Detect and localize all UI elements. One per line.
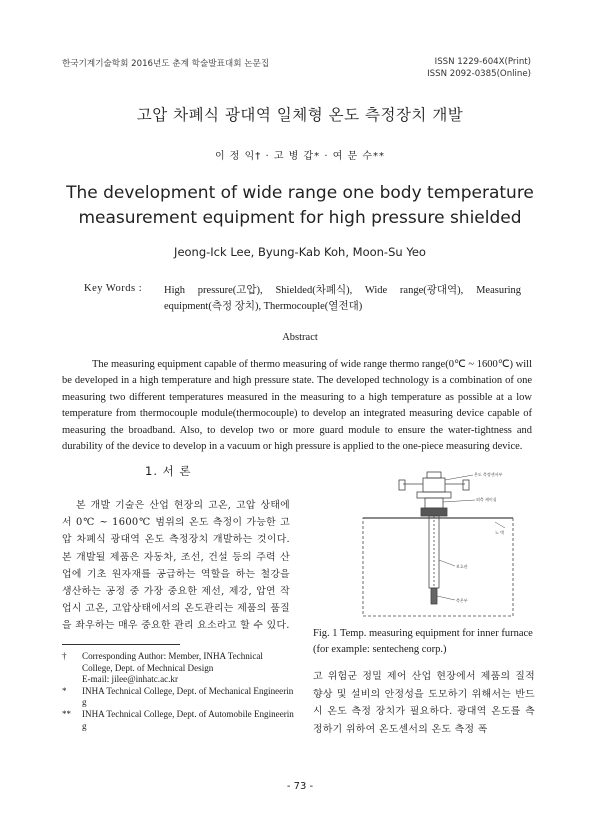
- footnote-line: g: [82, 697, 87, 708]
- sensor-head: [423, 478, 445, 492]
- figure-label: 노 벽: [495, 530, 504, 535]
- section-title: 1. 서 론: [145, 464, 192, 478]
- footnote-divider: [62, 644, 180, 645]
- figure-label: 측온부: [456, 598, 468, 603]
- mounting-plate: [421, 508, 447, 516]
- section-body-left: 본 개발 기술은 산업 현장의 고온, 고압 상태에서 0℃ ~ 1600℃ 범위의 온도 측정이 가능한 고압 차폐식 광대역 온도 측정장치 개발하는 것이다. 본 개발될 제품은 자동차, 조선, 건설 등의 주력 산업에 기초 원자재를 공급하는 역할을 하는 철강을 생산하는 공정 중 가장 중요한 제선, 제강, 압연 작업시 고온, 고압상태에서의 온도관리는 제품의 품질을 좌우하는 매우 중요한 관리 요소라고 할 수 있다.: [62, 500, 290, 632]
- sensor-cap: [427, 472, 441, 478]
- leader-line: [443, 500, 475, 502]
- flange: [417, 492, 451, 498]
- leader-line: [439, 560, 455, 566]
- leader-line: [437, 596, 455, 600]
- authors-korean: 이 정 익† · 고 병 갑* · 여 문 수**: [214, 151, 386, 162]
- footnote-line: Corresponding Author: Member, INHA Technical: [82, 651, 263, 661]
- measuring-tip: [431, 588, 437, 604]
- abstract-heading: Abstract: [282, 332, 318, 343]
- title-korean: 고압 차폐식 광대역 일체형 온도 측정장치 개발: [136, 106, 464, 124]
- leader-line: [445, 475, 473, 480]
- footnote-mark: **: [62, 708, 72, 719]
- authors-english: Jeong-Ick Lee, Byung-Kab Koh, Moon-Su Yeo: [174, 245, 426, 259]
- issn-online: ISSN 2092-0385(Online): [427, 69, 531, 79]
- sensor-right-connector: [463, 480, 469, 490]
- conference-header: 한국기계기술학회 2016년도 춘계 학술발표대회 논문집: [62, 59, 270, 69]
- footnote-mark: †: [62, 651, 67, 661]
- footnote-line: INHA Technical College, Dept. of Mechanical Engineerin: [82, 685, 294, 696]
- footnote-1: [62, 651, 294, 686]
- footnote-line: INHA Technical College, Dept. of Automobile Engineerin: [82, 708, 294, 719]
- sensor-left-connector: [399, 480, 405, 490]
- abstract-text: The measuring equipment capable of thermo measuring of wide range thermo range(0℃ ~ 1600℃) will be developed in a high temperature and high pressure state. The developed technology is a combination of one measuring two different temperatures measured in the measuring to a high temperature as possible at a low temperature from thermocouple module(thermocouple) to develop an integrated measuring device capable of measuring the broadband. Also, to develop two or more guard module to ensure the water-tightness and durability of the device to develop in a vacuum or high pressure is applied to the one-piece measuring device.: [62, 359, 532, 453]
- leader-line: [495, 522, 505, 528]
- figure-label: 외측 케이싱: [476, 497, 497, 502]
- footnote-mark: *: [62, 685, 67, 696]
- keywords-label: Key Words :: [84, 283, 143, 294]
- issn-print: ISSN 1229-604X(Print): [434, 57, 531, 67]
- title-english-line-1: The development of wide range one body temperature: [66, 183, 534, 203]
- temperature-equipment-figure: [355, 470, 525, 620]
- figure-label: 보호관: [456, 564, 468, 569]
- furnace-wall-outline: [363, 518, 513, 616]
- keywords-text: High pressure(고압), Shielded(차폐식), Wide range(광대역), Measuring equipment(측정 장치), Thermocouple(열전대): [164, 285, 521, 312]
- footnote-line: g: [82, 720, 87, 731]
- figure-caption: Fig. 1 Temp. measuring equipment for inner furnace (for example: sentecheng corp.): [313, 628, 533, 655]
- outer-casing: [425, 498, 443, 508]
- title-english-line-2: measurement equipment for high pressure shielded: [78, 208, 522, 228]
- title-english: [0, 181, 600, 231]
- footnotes: [62, 651, 294, 732]
- footnote-2: [62, 686, 294, 709]
- section-body-right: 고 위험군 정밀 제어 산업 현장에서 제품의 질적 향상 및 설비의 안정성을 도모하기 위해서는 반드시 온도 측정 장치가 필요하다. 광대역 온도를 측정하기 위하여 온도센서의 온도 측정 폭: [313, 671, 535, 735]
- figure-label: 온도 측정센서부: [474, 472, 503, 477]
- footnote-3: [62, 709, 294, 732]
- footnote-line: E-mail: jilee@inhatc.ac.kr: [82, 674, 178, 685]
- page-number: - 73 -: [286, 781, 314, 792]
- footnote-line: College, Dept. of Mechnical Design: [82, 662, 214, 673]
